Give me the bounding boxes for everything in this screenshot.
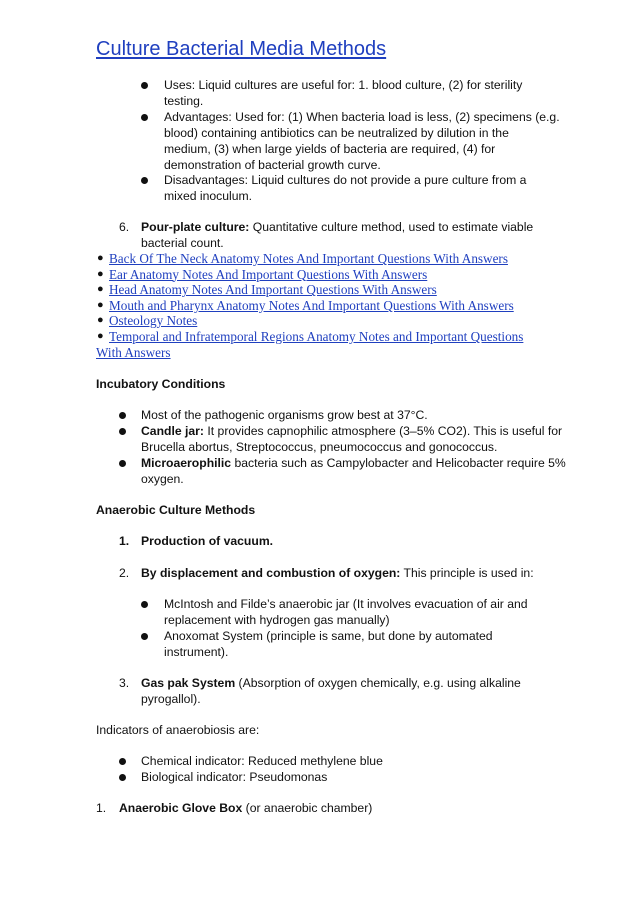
list-number: 1. [96,801,107,815]
list-item-text: replacement with hydrogen gas manually) [164,613,390,627]
bullet-dot [141,601,148,608]
list-item-text: Uses: Liquid cultures are useful for: 1. blood culture, (2) for sterility [164,78,523,92]
page-title: Culture Bacterial Media Methods [96,38,387,60]
term-description: It provides capnophilic atmosphere (3–5% CO2). This is useful for [204,424,563,438]
list-item-text [141,423,562,439]
list-item-text [141,455,566,471]
bullet-dot [141,114,148,121]
term-description: (Absorption of oxygen chemically, e.g. using alkaline [235,676,521,690]
link-item[interactable] [96,267,536,283]
list-item-text [141,565,534,581]
link-item[interactable] [96,298,536,314]
list-item-text: mixed inoculum. [164,189,253,203]
term-bold: Anaerobic Glove Box [119,801,243,815]
link-item[interactable] [96,282,536,298]
list-item-text: medium, (3) when large yields of bacteria are required, (4) for [164,142,496,156]
link-item[interactable] [96,313,536,329]
bullet-dot [119,460,126,467]
bullet-dot [119,774,126,781]
list-item-text: testing. [164,94,204,108]
bullet-icon: ● [97,329,104,342]
list-item-text [119,800,372,816]
bullet-dot [119,428,126,435]
list-item-text: Most of the pathogenic organisms grow best at 37°C. [141,408,428,422]
bullet-dot [141,82,148,89]
indicators-intro: Indicators of anaerobiosis are: [96,723,260,737]
section-heading-incubatory: Incubatory Conditions [96,377,226,391]
link-head-anatomy[interactable]: Head Anatomy Notes And Important Questions With Answers [109,282,437,298]
link-item[interactable] [96,251,536,267]
list-item-text: Anoxomat System (principle is same, but done by automated [164,629,493,643]
bullet-icon: ● [97,283,104,296]
list-number: 3. [119,676,130,690]
bullet-dot [119,758,126,765]
link-osteology[interactable]: Osteology Notes [109,313,198,329]
list-number: 1. [119,534,130,548]
list-item-text: instrument). [164,645,229,659]
bullet-dot [141,177,148,184]
term-bold: Pour-plate culture: [141,220,250,234]
bullet-icon: ● [97,314,104,327]
list-item-text: Advantages: Used for: (1) When bacteria load is less, (2) specimens (e.g. [164,110,560,124]
link-temporal-regions-cont[interactable]: With Answers [96,344,171,360]
link-back-of-neck[interactable]: Back Of The Neck Anatomy Notes And Important Questions With Answers [109,251,508,266]
term-description: This principle is used in: [400,566,534,580]
list-number: 2. [119,566,130,580]
list-item-text: Biological indicator: Pseudomonas [141,770,328,784]
list-item-text: McIntosh and Filde’s anaerobic jar (It involves evacuation of air and [164,597,528,611]
pour-plate-line [141,219,533,235]
link-mouth-pharynx[interactable]: Mouth and Pharynx Anatomy Notes And Important Questions With Answers [109,297,514,313]
bullet-icon: ● [97,298,104,311]
term-description: bacteria such as Campylobacter and Helicobacter require 5% [231,456,566,470]
list-item-text: Disadvantages: Liquid cultures do not provide a pure culture from a [164,173,527,187]
bullet-dot [141,633,148,640]
term-description: (or anaerobic chamber) [242,801,373,815]
link-item-continuation[interactable] [96,345,536,361]
link-ear-anatomy[interactable]: Ear Anatomy Notes And Important Questions With Answers [109,266,428,282]
bullet-icon: ● [97,267,104,280]
term-bold: Gas pak System [141,676,236,690]
list-item-text: bacterial count. [141,236,224,250]
term-bold: Candle jar: [141,424,204,438]
list-item-text: demonstration of bacterial growth curve. [164,158,381,172]
term-bold: Microaerophilic [141,456,232,470]
link-temporal-regions[interactable]: Temporal and Infratemporal Regions Anatomy Notes and Important Questions [109,328,524,344]
bullet-icon: ● [97,252,104,264]
list-number: 6. [119,220,130,234]
bullet-dot [119,412,126,419]
section-heading-anaerobic: Anaerobic Culture Methods [96,503,256,517]
link-item[interactable] [96,329,536,345]
list-item-text [141,675,521,691]
list-item-text: blood) containing antibiotics can be neutralized by dilution in the [164,126,509,140]
related-links-list [96,251,536,360]
list-item-text: oxygen. [141,472,184,486]
term-description: Quantitative culture method, used to estimate viable [249,220,534,234]
list-item-text: pyrogallol). [141,692,201,706]
list-item-text: Chemical indicator: Reduced methylene blue [141,754,383,768]
list-item-text: Brucella abortus, Streptococcus, pneumococcus and gonococcus. [141,440,498,454]
term-bold: By displacement and combustion of oxygen: [141,566,401,580]
list-item-text: Production of vacuum. [141,534,274,548]
